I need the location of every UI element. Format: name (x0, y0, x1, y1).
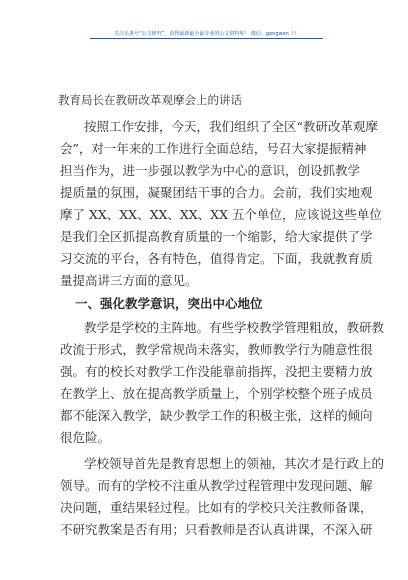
body-line: 很危险。 (60, 430, 111, 445)
header-banner-text: 关注头条号“公文研究”，获得最新最全最专业的公文资料库！ 微信：gongwen（） (114, 31, 299, 37)
document-title: 教育局长在教研改革观摩会上的讲话 (58, 93, 242, 107)
body-line: 习交流的平台，各有特色，值得肯定。下面，我就教育质 (60, 251, 373, 266)
body-line: 改流于形式，教学常规尚未落实，教师教学行为随意性很 (60, 342, 373, 357)
body-line: 在教学上、放在提高教学质量上，个别学校整个班子成员 (60, 386, 373, 401)
body-line: 强。有的校长对教学工作没能靠前指挥，没把主要精力放 (60, 364, 373, 379)
body-line: 会”，对一年来的工作进行全面总结，号召大家提振精神 (60, 141, 367, 156)
body-line: 担当作为，进一步强以教学为中心的意识，创设抓教学 (60, 163, 361, 178)
body-line: 领导。而有的学校不注重从教学过程管理中发现问题、解 (60, 478, 373, 493)
body-line: 都不能深入教学，缺少教学工作的积极主张，这样的倾向 (60, 408, 373, 423)
section-heading: 一、强化教学意识，突出中心地位 (75, 296, 263, 311)
body-line: 量提高讲三方面的意见。 (60, 273, 198, 288)
body-line: 按照工作安排，今天，我们组织了全区“教研改革观摩 (84, 119, 378, 134)
body-line: 不研究教案是否有用；只看教师是否认真讲课，不深入研 (60, 522, 373, 537)
body-line: 摩了 XX、XX、XX、XX、XX 五个单位，应该说这些单位 (60, 207, 382, 222)
header-banner (90, 27, 323, 39)
body-line: 是我们全区抓提高教育质量的一个缩影，给大家提供了学 (60, 229, 373, 244)
body-line: 决问题，重结果轻过程。比如有的学校只关注教师备课， (60, 500, 373, 515)
body-line: 学校领导首先是教育思想上的领袖，其次才是行政上的 (84, 456, 385, 471)
body-line: 教学是学校的主阵地。有些学校教学管理粗放，教研教 (84, 320, 385, 335)
body-line: 提质量的氛围，凝聚团结干事的合力。会前，我们实地观 (60, 185, 373, 200)
